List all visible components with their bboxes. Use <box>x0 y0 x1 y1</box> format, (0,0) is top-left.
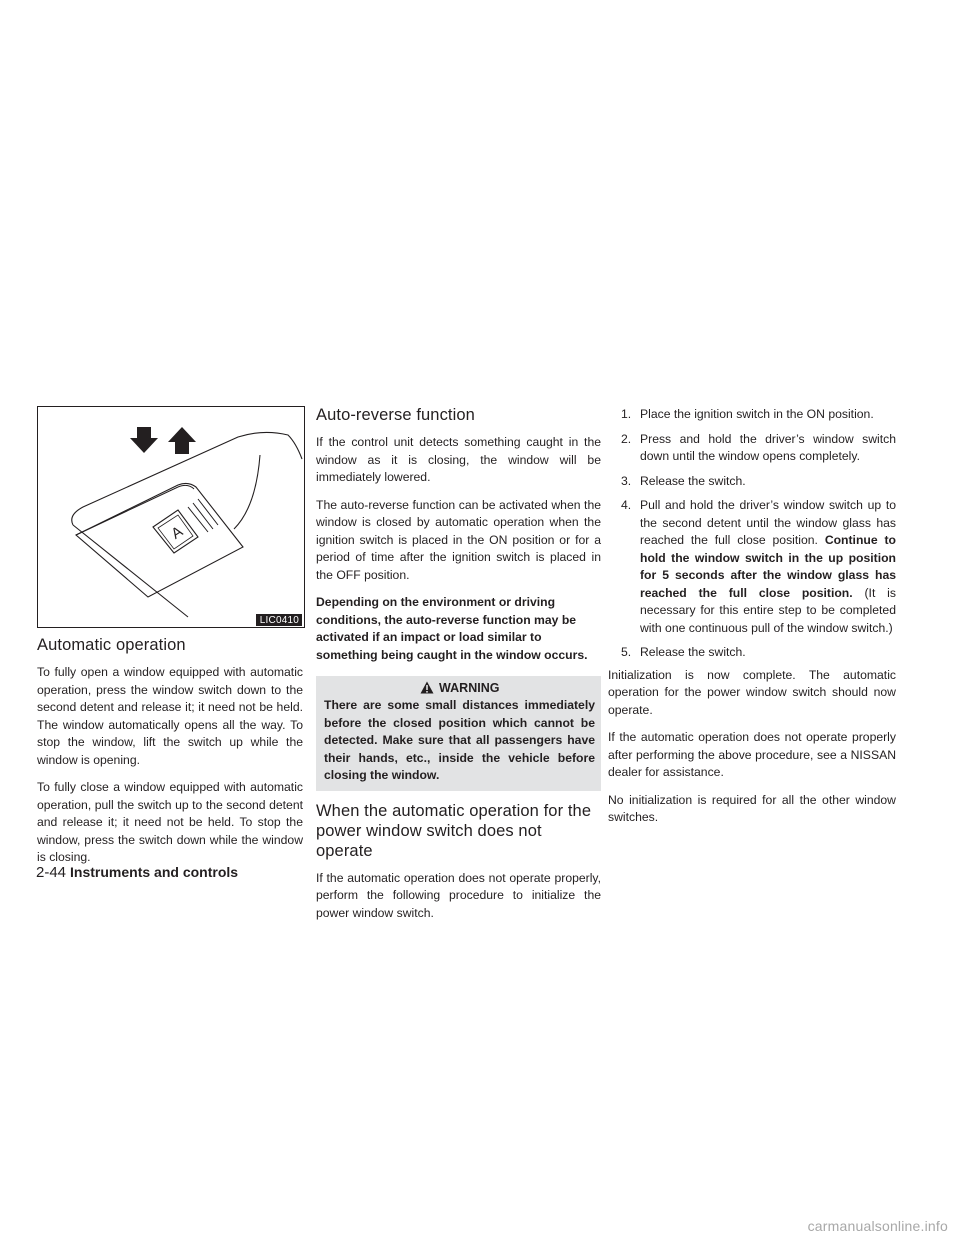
step-note-text: (It is necessary for this entire step to be completed with one continuous pull of the window switch.) <box>640 585 896 635</box>
initialization-steps <box>608 406 896 662</box>
warning-triangle-icon <box>420 681 434 694</box>
auto-reverse-paragraph-2: The auto-reverse function can be activated when the window is closed by automatic operation when the ignition switch is placed in the ON position or for a period of time after the ignition switch is placed in the OFF position. <box>316 497 601 582</box>
step-bold-text: Continue to hold the window switch in the up position for 5 seconds after the window glass has reached the full close position. <box>640 533 896 600</box>
window-switch-illustration <box>38 407 304 627</box>
figure-label: LIC0410 <box>256 614 302 626</box>
page-footer <box>36 864 238 881</box>
column-middle <box>316 406 601 922</box>
step-number: 3. <box>621 473 632 488</box>
heading-auto-reverse: Auto-reverse function <box>316 406 475 424</box>
step-number: 5. <box>621 645 632 659</box>
warning-text: There are some small distances immediately before the closed position which cannot be detected. Make sure that all passengers have their hands, etc., inside the vehicle before closing the window. <box>324 698 595 782</box>
heading-automatic-operation: Automatic operation <box>37 636 186 654</box>
step-number: 2. <box>621 431 632 446</box>
not-operate-paragraph: If the automatic operation does not operate properly, perform the following procedure to initialize the power window switch. <box>316 870 601 920</box>
closing-paragraph-1: Initialization is now complete. The automatic operation for the power window switch should now operate. <box>608 667 896 717</box>
step-text: Press and hold the driver’s window switch down until the window opens completely. <box>640 431 896 463</box>
step-item <box>608 497 896 637</box>
auto-reverse-paragraph-3: Depending on the environment or driving conditions, the auto-reverse function may be activated if an impact or load similar to something being caught in the window occurs. <box>316 595 588 662</box>
step-text: Release the switch. <box>640 473 746 488</box>
column-left <box>37 406 303 867</box>
warning-title: WARNING <box>439 681 500 695</box>
auto-reverse-paragraph-1: If the control unit detects something caught in the window as it is closing, the window will be immediately lowered. <box>316 435 601 484</box>
step-item <box>608 473 896 491</box>
closing-paragraph-3: No initialization is required for all the other window switches. <box>608 792 896 824</box>
step-text: Pull and hold the driver’s window switch up to the second detent until the window glass has reached the full close position. <box>640 498 896 547</box>
arrow-down-icon <box>130 427 158 453</box>
step-text: Place the ignition switch in the ON position. <box>640 407 874 421</box>
warning-header <box>324 676 595 697</box>
automatic-paragraph-1: To fully open a window equipped with automatic operation, press the window switch down to the second detent and release it; it need not be held. The window automatically opens all the way. To stop the window, lift the switch up while the window is opening. <box>37 665 303 767</box>
step-item <box>608 406 896 424</box>
switch-letter: A <box>168 523 186 543</box>
step-item <box>608 431 896 466</box>
step-number: 1. <box>621 407 632 421</box>
step-item <box>608 644 896 662</box>
column-right <box>608 406 896 827</box>
page-number: 2-44 <box>36 864 67 881</box>
warning-box <box>316 676 601 791</box>
step-text: Release the switch. <box>640 645 746 659</box>
closing-paragraph-2: If the automatic operation does not operate properly after performing the above procedure, see a NISSAN dealer for assistance. <box>608 730 896 779</box>
automatic-paragraph-2: To fully close a window equipped with automatic operation, pull the switch up to the second detent and release it; it need not be held. To stop the window, press the switch down while the window is closing. <box>37 780 303 864</box>
chapter-title: Instruments and controls <box>70 864 239 880</box>
step-number: 4. <box>621 498 632 512</box>
arrow-up-icon <box>168 427 196 454</box>
watermark: carmanualsonline.info <box>807 1218 948 1234</box>
window-switch-figure <box>37 406 305 628</box>
heading-not-operate: When the automatic operation for the power window switch does not operate <box>316 801 592 860</box>
